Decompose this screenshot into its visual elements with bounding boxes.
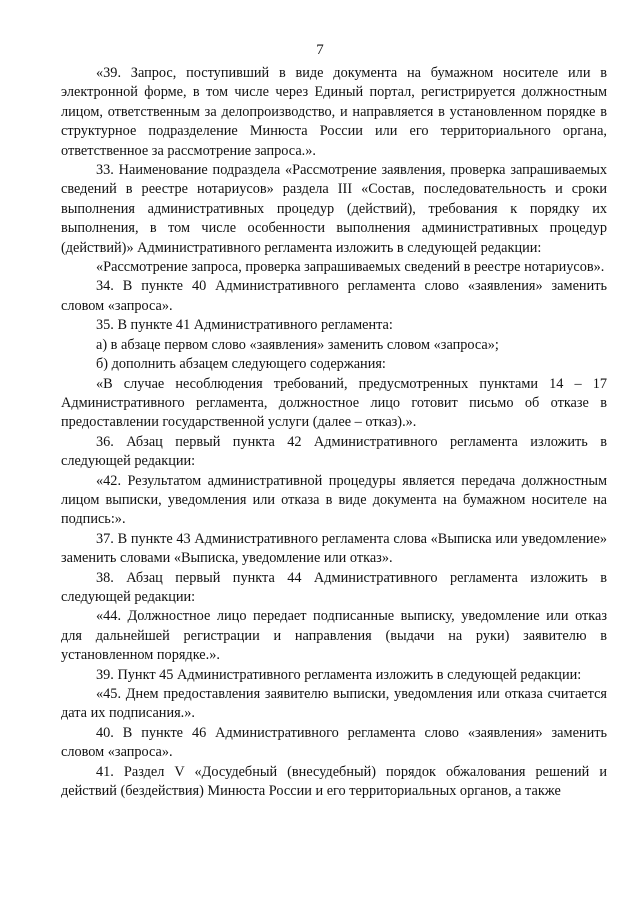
paragraph-subsection-title-quote: «Рассмотрение запроса, проверка запрашиваемых сведений в реестре нотариусов». [96,259,605,276]
paragraph-item-37: 37. В пункте 43 Административного регламента слова «Выписка или уведомление» заменить словами «Выписка, уведомление или отказ». [61,530,607,567]
paragraph-item-35: 35. В пункте 41 Административного регламента: [96,317,393,334]
paragraph-item-39: 39. Пункт 45 Административного регламента изложить в следующей редакции: [96,666,582,683]
paragraph-item-40: 40. В пункте 46 Административного регламента слово «заявления» заменить словом «запроса». [61,724,607,761]
paragraph-refusal-quote: «В случае несоблюдения требований, предусмотренных пунктами 14 – 17 Административного регламента, должностное лицо готовит письмо об отказе в предоставлении государственной услуги (далее – отказ).». [61,375,607,431]
document-body [61,64,607,801]
page-number: 7 [316,42,324,58]
paragraph-item-33: 33. Наименование подраздела «Рассмотрение заявления, проверка запрашиваемых сведений в реестре нотариусов» раздела III «Состав, последовательность и сроки выполнения административных процедур (действий), требования к порядку их выполнения, в том числе особенности выполнения административных процедур (действий)» Административного регламента изложить в следующей редакции: [61,162,607,256]
paragraph-item-35-b: б) дополнить абзацем следующего содержания: [96,356,386,373]
paragraph-item-42-quote: «42. Результатом административной процедуры является передача должностным лицом выписки, уведомления или отказа в виде документа на бумажном носителе на подпись:». [61,472,607,528]
paragraph-item-38: 38. Абзац первый пункта 44 Административного регламента изложить в следующей редакции: [61,569,607,605]
paragraph-item-39-quote: «39. Запрос, поступивший в виде документа на бумажном носителе или в электронной форме, в том числе через Единый портал, регистрируется должностным лицом, ответственным за делопроизводство, и направляется в установленном порядке в структурное подразделение Минюста России или его территориального органа, ответственное за рассмотрение запроса.». [61,65,607,159]
paragraph-item-44-quote: «44. Должностное лицо передает подписанные выписку, уведомление или отказ для дальнейшей регистрации и направления (выдачи на руки) заявителю в установленном порядке.». [61,608,607,664]
paragraph-item-36: 36. Абзац первый пункта 42 Административного регламента изложить в следующей редакции: [61,433,607,470]
paragraph-item-35-a: а) в абзаце первом слово «заявления» заменить словом «запроса»; [96,336,499,353]
paragraph-item-45-quote: «45. Днем предоставления заявителю выписки, уведомления или отказа считается дата их подписания.». [61,686,607,722]
paragraph-item-41: 41. Раздел V «Досудебный (внесудебный) порядок обжалования решений и действий (бездействия) Минюста России и его территориальных органов, а также [61,763,607,800]
paragraph-item-34: 34. В пункте 40 Административного регламента слово «заявления» заменить словом «запроса». [61,278,607,314]
